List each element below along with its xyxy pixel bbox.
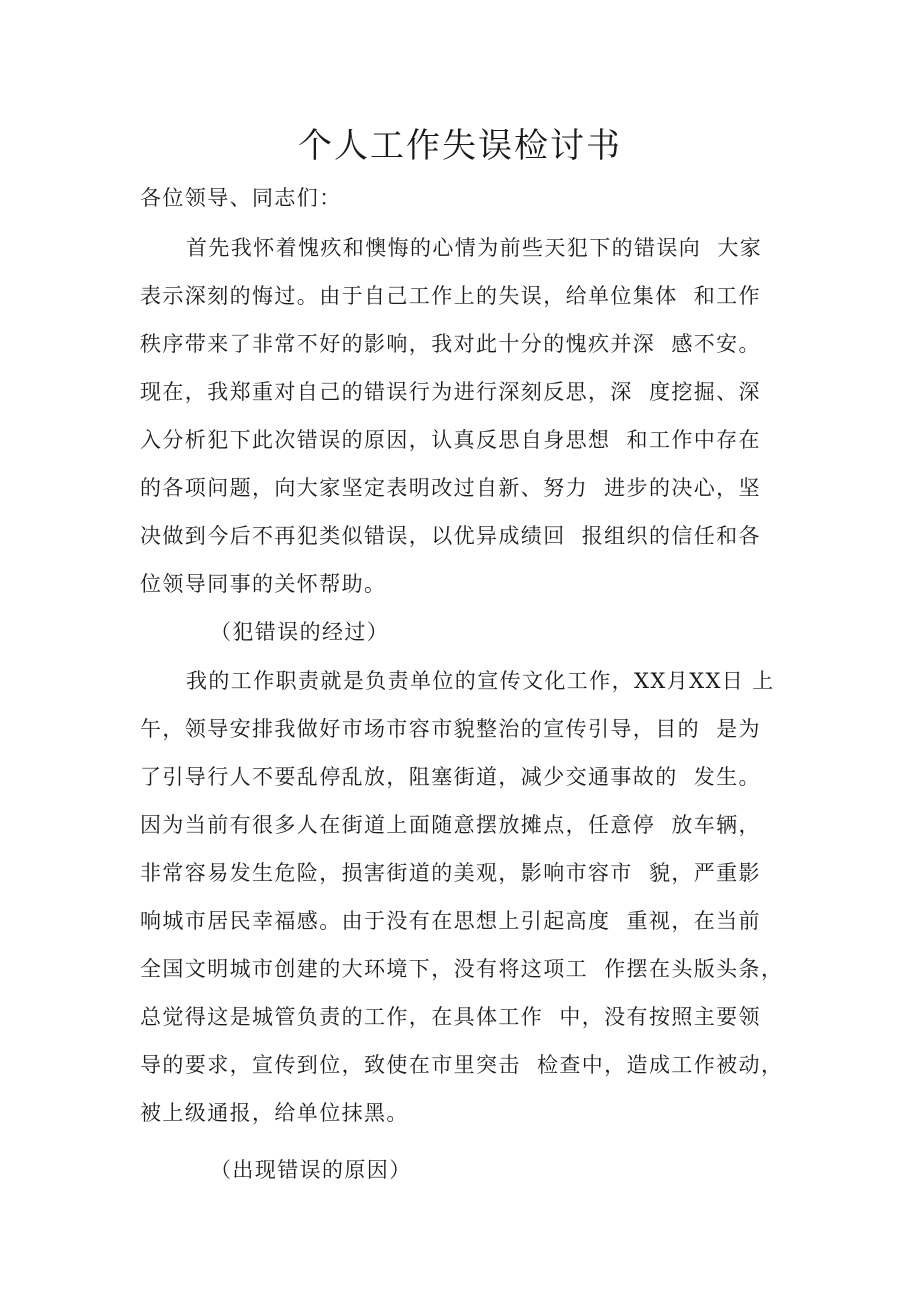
paragraph-line: 响城市居民幸福感。由于没有在思想上引起高度 重视，在当前 <box>140 909 761 933</box>
paragraph-line: 决做到今后不再犯类似错误，以优异成绩回 报组织的信任和各 <box>140 524 761 548</box>
section-heading: （出现错误的原因） <box>210 1158 412 1182</box>
paragraph-line: 总觉得这是城管负责的工作，在具体工作 中，没有按照主要领 <box>140 1005 761 1029</box>
paragraph-line: 被上级通报，给单位抹黑。 <box>140 1101 409 1125</box>
paragraph-line: 非常容易发生危险，损害街道的美观，影响市容市 貌，严重影 <box>140 861 761 885</box>
paragraph-line: 表示深刻的悔过。由于自己工作上的失误，给单位集体 和工作 <box>140 284 761 308</box>
paragraph-line: 我的工作职责就是负责单位的宣传文化工作，XX月XX日 上 <box>186 669 775 693</box>
paragraph-line: 了引导行人不要乱停乱放，阻塞街道，减少交通事故的 发生。 <box>140 765 761 789</box>
paragraph-line: 秩序带来了非常不好的影响，我对此十分的愧疚并深 感不安。 <box>140 332 761 356</box>
paragraph-line: 现在，我郑重对自己的错误行为进行深刻反思，深 度挖掘、深 <box>140 380 761 404</box>
section-heading: （犯错误的经过） <box>210 620 390 644</box>
document-title: 个人工作失误检讨书 <box>298 126 622 166</box>
paragraph-line: 的各项问题，向大家坚定表明改过自新、努力 进步的决心，坚 <box>140 476 761 500</box>
paragraph-line: 午，领导安排我做好市场市容市貌整治的宣传引导，目的 是为 <box>140 717 761 741</box>
paragraph-line: 首先我怀着愧疚和懊悔的心情为前些天犯下的错误向 大家 <box>186 236 763 260</box>
paragraph-line: 因为当前有很多人在街道上面随意摆放摊点，任意停 放车辆， <box>140 813 761 837</box>
greeting: 各位领导、同志们： <box>140 186 342 210</box>
paragraph-line: 位领导同事的关怀帮助。 <box>140 572 387 596</box>
paragraph-line: 导的要求，宣传到位，致使在市里突击 检查中，造成工作被动， <box>140 1053 784 1077</box>
paragraph-line: 全国文明城市创建的大环境下，没有将这项工 作摆在头版头条， <box>140 957 784 981</box>
paragraph-line: 入分析犯下此次错误的原因，认真反思自身思想 和工作中存在 <box>140 428 761 452</box>
